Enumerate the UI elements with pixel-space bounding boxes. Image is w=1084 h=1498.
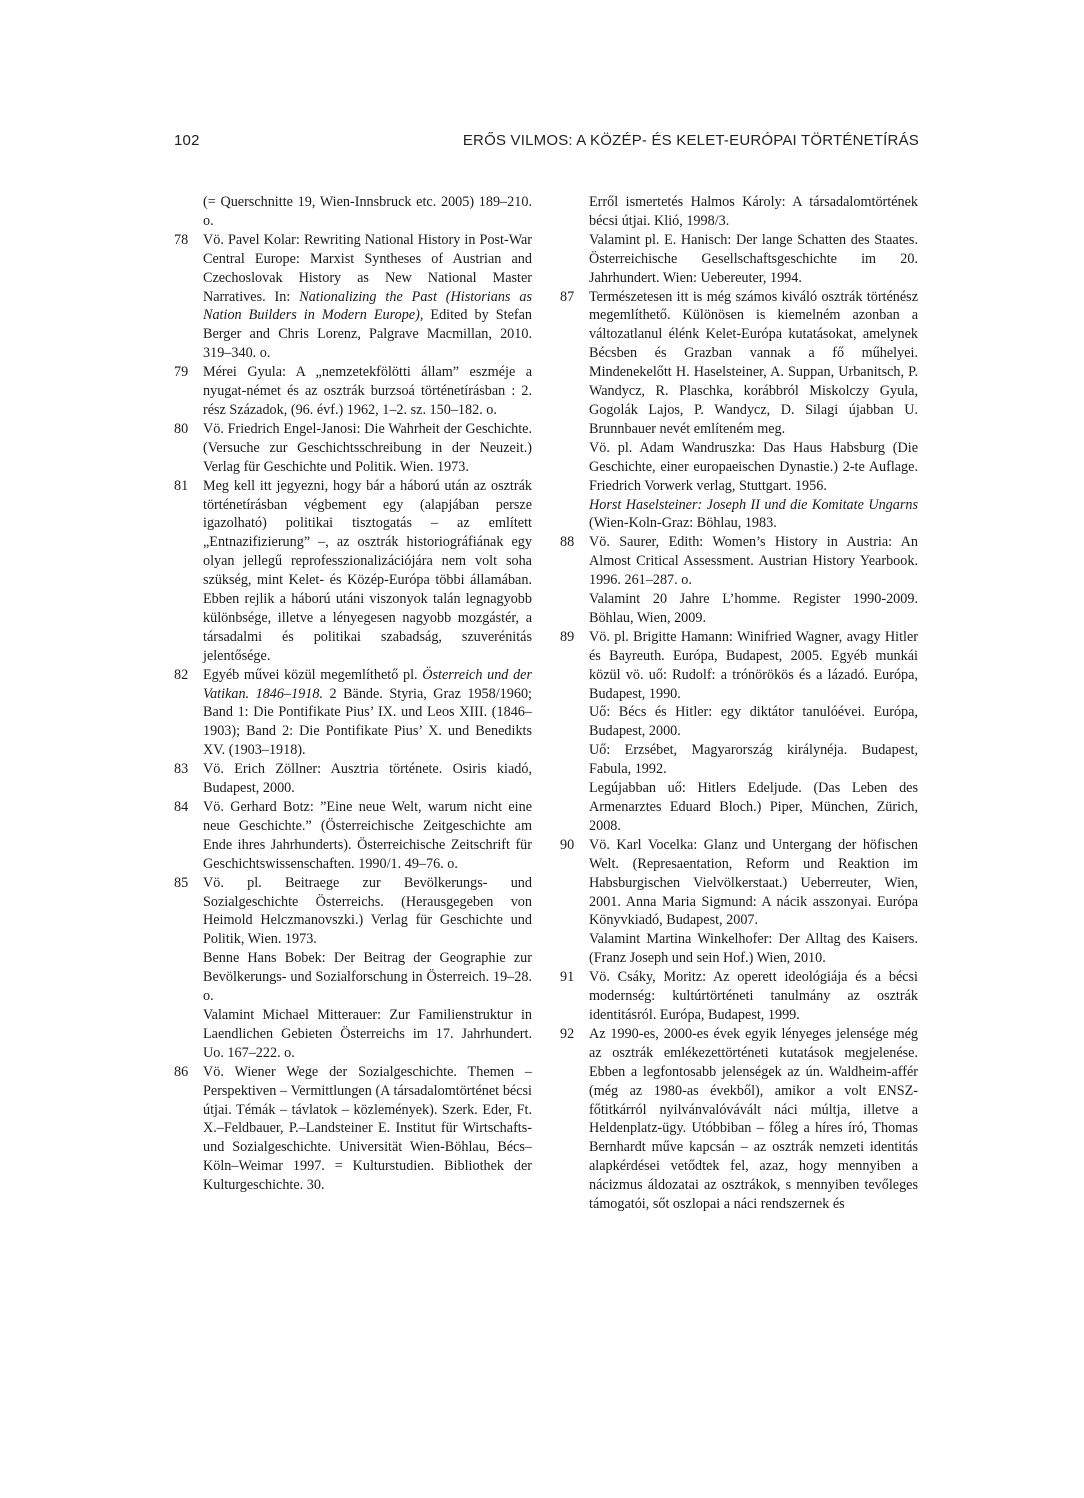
right-footnote-column	[560, 193, 918, 1214]
footnote-text: Valamint Martina Winkelhofer: Der Alltag des Kaisers. (Franz Joseph und sein Hof.) Wien, 2010.	[589, 931, 918, 967]
footnote-body	[203, 231, 532, 363]
footnote-87	[560, 288, 918, 534]
footnote-85	[174, 874, 532, 1063]
page-number: 102	[174, 132, 200, 149]
footnote-text: Vö. Wiener Wege der Sozialgeschichte. Themen – Perspektiven – Vermittlungen (A társadalomtörténet bécsi útjai. Témák – távlatok – közlemények). Szerk. Eder, Ft. X.–Feldbauer, P.–Landsteiner E. Institut für Wirtschafts- und Sozialgeschichte. Universität Wien-Böhlau, Bécs–Köln–Weimar 1997. = Kulturstudien. Bibliothek der Kulturgeschichte. 30.	[203, 1063, 532, 1194]
footnote-text: Uő: Erzsébet, Magyarország királynéja. Budapest, Fabula, 1992.	[589, 742, 918, 778]
footnote-number: 82	[174, 666, 189, 683]
footnote-number: 89	[560, 628, 575, 645]
footnote-paragraph	[203, 949, 532, 1006]
footnote-paragraph	[203, 231, 532, 363]
footnote-text: Uő: Bécs és Hitler: egy diktátor tanulóévei. Európa, Budapest, 2000.	[589, 704, 918, 740]
footnote-body	[203, 420, 532, 477]
footnote-number: 85	[174, 874, 189, 891]
footnote-title-italic: Nationalizing the Past (Historians as Nation Builders in Modern Europe),	[203, 288, 532, 324]
footnote-title-italic: Horst Haselsteiner: Joseph II und die Komitate Ungarns	[589, 496, 918, 513]
footnote-paragraph	[589, 439, 918, 496]
footnote-number: 91	[560, 969, 575, 986]
footnote-text: Valamint Michael Mitterauer: Zur Familienstruktur in Laendlichen Gebieten Österreichs im 17. Jahrhundert. Uo. 167–222. o.	[203, 1006, 532, 1061]
footnote-body	[203, 477, 532, 666]
footnote-paragraph	[203, 420, 532, 477]
footnote-text: Vö. Friedrich Engel-Janosi: Die Wahrheit der Geschichte. (Versuche zur Geschichtsschreibung in der Neuzeit.) Verlag für Geschichte und Politik. Wien. 1973.	[203, 420, 532, 475]
footnote-body	[589, 1025, 918, 1214]
footnote-82	[174, 666, 532, 761]
footnote-continuation	[560, 193, 918, 288]
footnote-title-italic: Österreich und der Vatikan. 1846–1918.	[203, 666, 532, 702]
footnote-text: Valamint 20 Jahre L’homme. Register 1990-2009. Böhlau, Wien, 2009.	[589, 591, 918, 626]
footnote-83	[174, 760, 532, 798]
footnote-paragraph	[589, 836, 918, 931]
footnote-number: 78	[174, 231, 189, 248]
footnote-body	[203, 874, 532, 1063]
footnote-text: Vö. Karl Vocelka: Glanz und Untergang der höfischen Welt. (Represaentation, Reform und Reaktion im Habsburgischen Vielvölkerstaat.) Ueberreuter, Wien, 2001. Anna Maria Sigmund: A nácik asszonyai. Európa Könyvkiadó, Budapest, 2007.	[589, 836, 918, 929]
footnote-paragraph	[203, 666, 532, 761]
footnote-paragraph	[589, 533, 918, 590]
footnote-paragraph	[589, 590, 918, 628]
footnote-number: 80	[174, 420, 189, 437]
footnote-paragraph	[589, 288, 918, 439]
running-title: ERŐS VILMOS: A KÖZÉP- ÉS KELET-EURÓPAI TÖRTÉNETÍRÁS	[462, 132, 919, 149]
footnote-paragraph	[589, 779, 918, 836]
continuation-text: Erről ismertetés Halmos Károly: A társadalomtörtének bécsi útjai. Klió, 1998/3.	[589, 194, 918, 229]
footnote-body	[203, 666, 532, 761]
footnote-paragraph	[589, 1025, 918, 1214]
footnote-text: Legújabban uő: Hitlers Edeljude. (Das Leben des Armenarztes Eduard Bloch.) Piper, München, Zürich, 2008.	[589, 780, 918, 834]
footnote-84	[174, 798, 532, 874]
footnote-body	[589, 533, 918, 628]
footnote-paragraph	[203, 1006, 532, 1063]
footnote-number: 87	[560, 288, 575, 305]
footnote-81	[174, 477, 532, 666]
footnote-paragraph	[203, 798, 532, 874]
continuation-text: Valamint pl. E. Hanisch: Der lange Schatten des Staates. Österreichische Gesellschaftsgeschichte im 20. Jahrhundert. Wien: Uebereuter, 1994.	[589, 231, 918, 286]
footnote-text: Benne Hans Bobek: Der Beitrag der Geographie zur Bevölkerungs- und Sozialforschung in Österreich. 19–28. o.	[203, 950, 532, 1005]
footnote-text: Meg kell itt jegyezni, hogy bár a háború után az osztrák történetírásban végbement egy (alapjában persze igazolható) politikai tisztogatás – az említett „Entnazifizierung” –, az osztrák historiográfiának egy olyan jellegű reprofesszionalizációjára nem volt soha szükség, mint Kelet- és Közép-Európa többi államában. Ebben rejlik a háború utáni viszonyok talán legnagyobb különbsége, illetve a lényegesen nagyobb mozgástér, a társadalmi és politikai szabadság, szuverénitás jelentősége.	[203, 477, 532, 664]
footnote-body	[589, 836, 918, 968]
footnote-text: Vö. Csáky, Moritz: Az operett ideológiája és a bécsi modernség: kultúrtörténeti tanulmány az osztrák identitásról. Európa, Budapest, 1999.	[589, 969, 918, 1023]
footnote-number: 83	[174, 761, 189, 778]
footnote-92	[560, 1025, 918, 1214]
footnote-body	[589, 968, 918, 1025]
footnote-text: Edited by Stefan Berger and Chris Lorenz, Palgrave Macmillan, 2010. 319–340. o.	[203, 307, 532, 362]
footnote-text: Egyéb művei közül megemlíthető pl.	[203, 666, 423, 683]
footnote-number: 84	[174, 799, 189, 815]
footnote-body	[203, 363, 532, 420]
footnote-paragraph	[589, 930, 918, 968]
footnote-paragraph	[203, 1063, 532, 1195]
running-header	[174, 132, 919, 156]
footnote-paragraph	[203, 477, 532, 666]
footnote-79	[174, 363, 532, 420]
footnote-body	[589, 288, 918, 534]
footnote-number: 88	[560, 534, 575, 551]
footnote-paragraph	[203, 874, 532, 950]
footnote-91	[560, 968, 918, 1025]
footnote-paragraph	[589, 741, 918, 779]
footnote-text: Vö. pl. Beitraege zur Bevölkerungs- und Sozialgeschichte Österreichs. (Herausgegeben von Heimold Helczmanovszki.) Verlag für Geschichte und Politik, Wien. 1973.	[203, 874, 532, 948]
footnote-number: 79	[174, 364, 189, 381]
footnote-text: Vö. Saurer, Edith: Women’s History in Austria: An Almost Critical Assessment. Austrian History Yearbook. 1996. 261–287. o.	[589, 534, 918, 589]
left-footnote-column	[174, 193, 532, 1195]
footnote-text: Vö. Gerhard Botz: ”Eine neue Welt, warum nicht eine neue Geschichte.” (Österreichische Zeitgeschichte am Ende ihres Jahrhunderts). Österreichische Zeitschrift für Geschichtswissenschaften. 1990/1. 49–76. o.	[203, 799, 532, 872]
footnote-80	[174, 420, 532, 477]
footnote-paragraph	[589, 703, 918, 741]
footnote-text: Vö. pl. Adam Wandruszka: Das Haus Habsburg (Die Geschichte, einer europaeischen Dynastie.) 2-te Auflage. Friedrich Vorwerk verlag, Stuttgart. 1956.	[589, 439, 918, 494]
footnote-number: 86	[174, 1063, 189, 1080]
footnote-text: Vö. Pavel Kolar: Rewriting National History in Post-War Central Europe: Marxist Syntheses of Austrian and Czechoslovak History as New National Master Narratives. In:	[203, 231, 532, 305]
footnote-88	[560, 533, 918, 628]
footnote-paragraph	[203, 760, 532, 798]
footnote-text: Vö. pl. Brigitte Hamann: Winifried Wagner, avagy Hitler és Bayreuth. Európa, Budapest, 2005. Egyéb munkái közül vö. uő: Rudolf: a trónörökös és a lázadó. Európa, Budapest, 1990.	[589, 628, 918, 702]
footnote-body	[589, 628, 918, 836]
footnote-number: 92	[560, 1025, 575, 1042]
footnote-text: Mérei Gyula: A „nemzetekfölötti állam” eszméje a nyugat-német és az osztrák burzsoá történetírásban : 2. rész Századok, (96. évf.) 1962, 1–2. sz. 150–182. o.	[203, 364, 532, 418]
footnote-number: 81	[174, 477, 189, 494]
footnote-89	[560, 628, 918, 836]
footnote-text: Az 1990-es, 2000-es évek egyik lényeges jelensége még az osztrák emlékezettörténeti kutatások megjelenése. Ebben a legfontosabb jelenségek az ún. Waldheim-affér (még az 1980-as évekből), amikor a volt ENSZ-főtitkárról nyilvánvalóvávált náci múltja, illetve a Heldenplatz-ügy. Utóbbiban – főleg a híres író, Thomas Bernhardt műve kapcsán – az osztrák nemzeti identitás alapkérdései vetődtek fel, azaz, hogy mennyiben a nácizmus áldozatai az osztrákok, s mennyiben tevőleges támogatói, sőt oszlopai a náci rendszernek és	[589, 1025, 918, 1213]
footnote-78	[174, 231, 532, 363]
footnote-body	[203, 798, 532, 874]
footnote-paragraph	[589, 628, 918, 704]
footnote-text: Természetesen itt is még számos kiváló osztrák történész megemlíthető. Különösen is kiemelném azonban a változatlanul élénk Kelet-Európa kutatásokat, amelynek Bécsben és Grazban vannak a fő műhelyei. Mindenekelőtt H. Haselsteiner, A. Suppan, Urbanitsch, P. Wandycz, R. Plaschka, korábbról Miskolczy Gyula, Gogolák Lajos, P. Wandycz, D. Silagi újabban U. Brunnbauer nevét említeném meg.	[589, 288, 918, 437]
footnote-paragraph	[589, 968, 918, 1025]
footnote-86	[174, 1063, 532, 1195]
footnote-paragraph	[203, 363, 532, 420]
footnote-body	[203, 1063, 532, 1195]
footnote-paragraph	[589, 496, 918, 534]
footnote-number: 90	[560, 836, 575, 853]
footnote-body	[203, 760, 532, 798]
footnote-continuation	[174, 193, 532, 231]
footnote-text: (Wien-Koln-Graz: Böhlau, 1983.	[589, 515, 777, 532]
footnote-90	[560, 836, 918, 968]
footnote-text: Vö. Erich Zöllner: Ausztria története. Osiris kiadó, Budapest, 2000.	[203, 761, 532, 797]
footnote-text: 2 Bände. Styria, Graz 1958/1960; Band 1: Die Pontifikate Pius’ IX. und Leos XIII. (1846–1903); Band 2: Die Pontifikate Pius’ X. und Benedikts XV. (1903–1918).	[203, 685, 532, 759]
continuation-text: (= Querschnitte 19, Wien-Innsbruck etc. 2005) 189–210. o.	[203, 194, 532, 229]
